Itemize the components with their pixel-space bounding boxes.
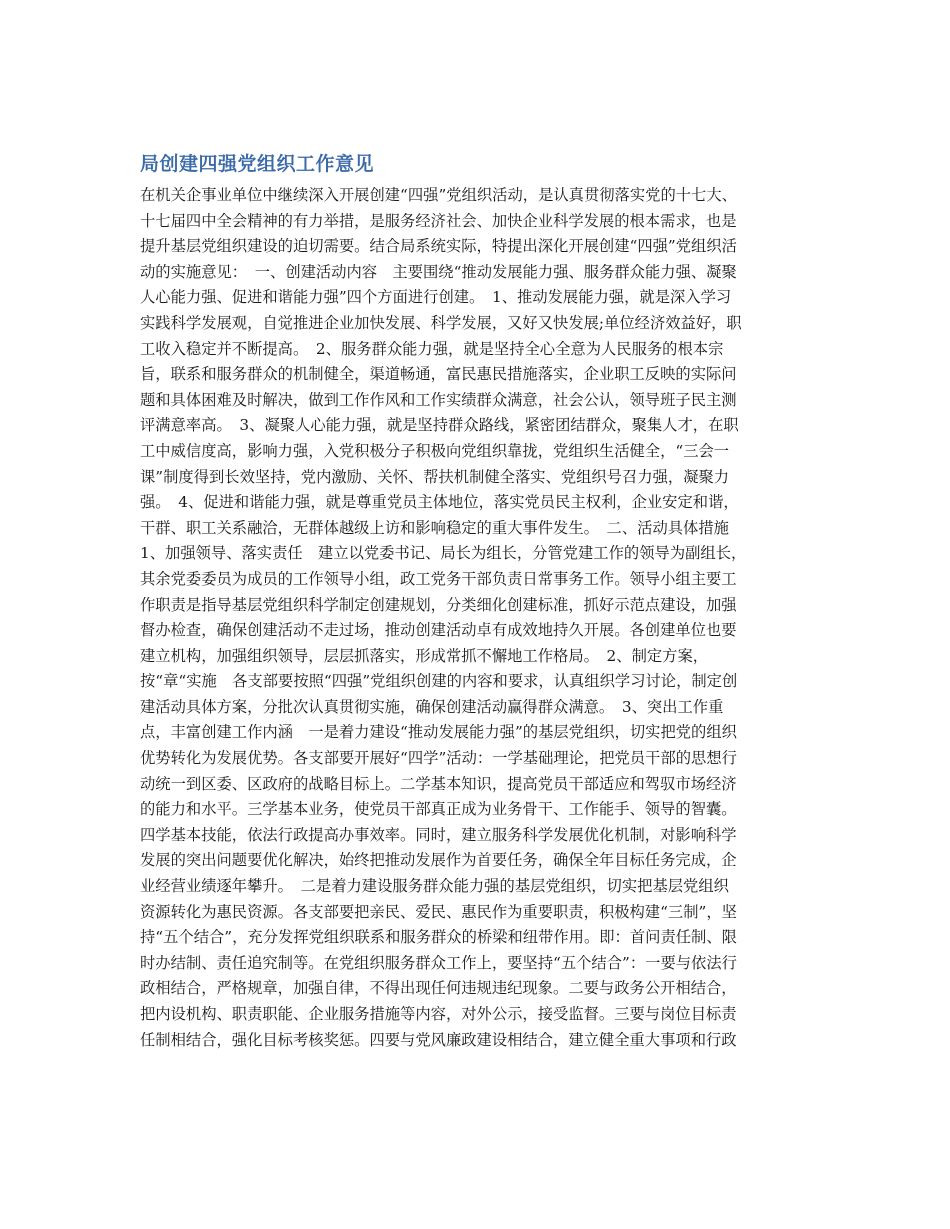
document-title: 局创建四强党组织工作意见 — [140, 153, 375, 175]
body-line: 优势转化为发展优势。各支部要开展好“四学”活动：一学基础理论，把党员干部的思想行 — [140, 749, 737, 768]
body-line: 作职责是指导基层党组织科学制定创建规划，分类细化创建标准，抓好示范点建设，加强 — [140, 595, 737, 614]
body-line: 在机关企事业单位中继续深入开展创建“四强”党组织活动，是认真贯彻落实党的十七大、 — [140, 186, 737, 204]
body-line: 督办检查，确保创建活动不走过场，推动创建活动卓有成效地持久开展。各创建单位也要 — [140, 621, 737, 640]
body-line: 发展的突出问题要优化解决，始终把推动发展作为首要任务，确保全年目标任务完成，企 — [140, 851, 737, 870]
body-line: 提升基层党组织建设的迫切需要。结合局系统实际，特提出深化开展创建“四强”党组织活 — [140, 237, 737, 256]
body-line: 按“章“实施 各支部要按照“四强”党组织创建的内容和要求，认真组织学习讨论，制定创 — [140, 672, 738, 691]
body-line: 旨，联系和服务群众的机制健全，渠道畅通，富民惠民措施落实，企业职工反映的实际问 — [140, 365, 737, 384]
body-line: 人心能力强、促进和谐能力强”四个方面进行创建。 1、推动发展能力强，就是深入学习 — [140, 288, 732, 307]
body-line: 点，丰富创建工作内涵 一是着力建设“推动发展能力强”的基层党组织，切实把党的组织 — [140, 723, 737, 742]
body-line: 课”制度得到长效坚持，党内激励、关怀、帮扶机制健全落实、党组织号召力强，凝聚力 — [140, 467, 730, 486]
body-line: 强。 4、促进和谐能力强，就是尊重党员主体地位，落实党员民主权利，企业安定和谐， — [140, 493, 739, 512]
body-line: 资源转化为惠民资源。各支部要把亲民、爱民、惠民作为重要职责，积极构建“三制”，坚 — [140, 902, 737, 921]
document-body — [140, 183, 815, 1053]
body-line: 工中威信度高，影响力强，入党积极分子积极向党组织靠拢，党组织生活健全，“三会一 — [140, 441, 730, 460]
body-line: 题和具体困难及时解决，做到工作作风和工作实绩群众满意，社会公认，领导班子民主测 — [140, 390, 737, 409]
body-line: 政相结合，严格规章，加强自律，不得出现任何违规违纪现象。二要与政务公开相结合， — [140, 979, 737, 998]
body-line: 持“五个结合”，充分发挥党组织联系和服务群众的桥梁和纽带作用。即：首问责任制、限 — [140, 928, 737, 947]
body-line: 工收入稳定并不断提高。 2、服务群众能力强，就是坚持全心全意为人民服务的根本宗 — [140, 339, 724, 358]
body-line: 动统一到区委、区政府的战略目标上。二学基本知识，提高党员干部适应和驾驭市场经济 — [140, 774, 737, 793]
body-line: 时办结制、责任追究制等。在党组织服务群众工作上，要坚持“五个结合”：一要与依法行 — [140, 953, 737, 972]
body-line: 业经营业绩逐年攀升。 二是着力建设服务群众能力强的基层党组织，切实把基层党组织 — [140, 877, 729, 896]
body-line: 实践科学发展观，自觉推进企业加快发展、科学发展，又好又快发展;单位经济效益好，职 — [140, 313, 742, 332]
body-line: 十七届四中全会精神的有力举措，是服务经济社会、加快企业科学发展的根本需求，也是 — [140, 211, 737, 230]
body-line: 动的实施意见： 一、创建活动内容 主要围绕“推动发展能力强、服务群众能力强、凝聚 — [140, 262, 737, 281]
body-line: 建立机构，加强组织领导，层层抓落实，形成常抓不懈地工作格局。 2、制定方案， — [140, 646, 709, 665]
body-line: 四学基本技能，依法行政提高办事效率。同时，建立服务科学发展优化机制，对影响科学 — [140, 825, 737, 844]
body-line: 评满意率高。 3、凝聚人心能力强，就是坚持群众路线，紧密团结群众，聚集人才，在职 — [140, 416, 739, 435]
body-line: 1、加强领导、落实责任 建立以党委书记、局长为组长，分管党建工作的领导为副组长， — [140, 544, 747, 563]
body-line: 其余党委委员为成员的工作领导小组，政工党务干部负责日常事务工作。领导小组主要工 — [140, 569, 737, 588]
body-line: 任制相结合，强化目标考核奖惩。四要与党风廉政建设相结合，建立健全重大事项和行政 — [140, 1030, 737, 1049]
body-line: 干群、职工关系融洽，无群体越级上访和影响稳定的重大事件发生。 二、活动具体措施 — [140, 518, 729, 537]
body-line: 的能力和水平。三学基本业务，使党员干部真正成为业务骨干、工作能手、领导的智囊。 — [140, 800, 737, 819]
body-line: 建活动具体方案，分批次认真贯彻实施，确保创建活动赢得群众满意。 3、突出工作重 — [140, 697, 724, 716]
body-line: 把内设机构、职责职能、企业服务措施等内容，对外公示，接受监督。三要与岗位目标责 — [140, 1005, 737, 1023]
